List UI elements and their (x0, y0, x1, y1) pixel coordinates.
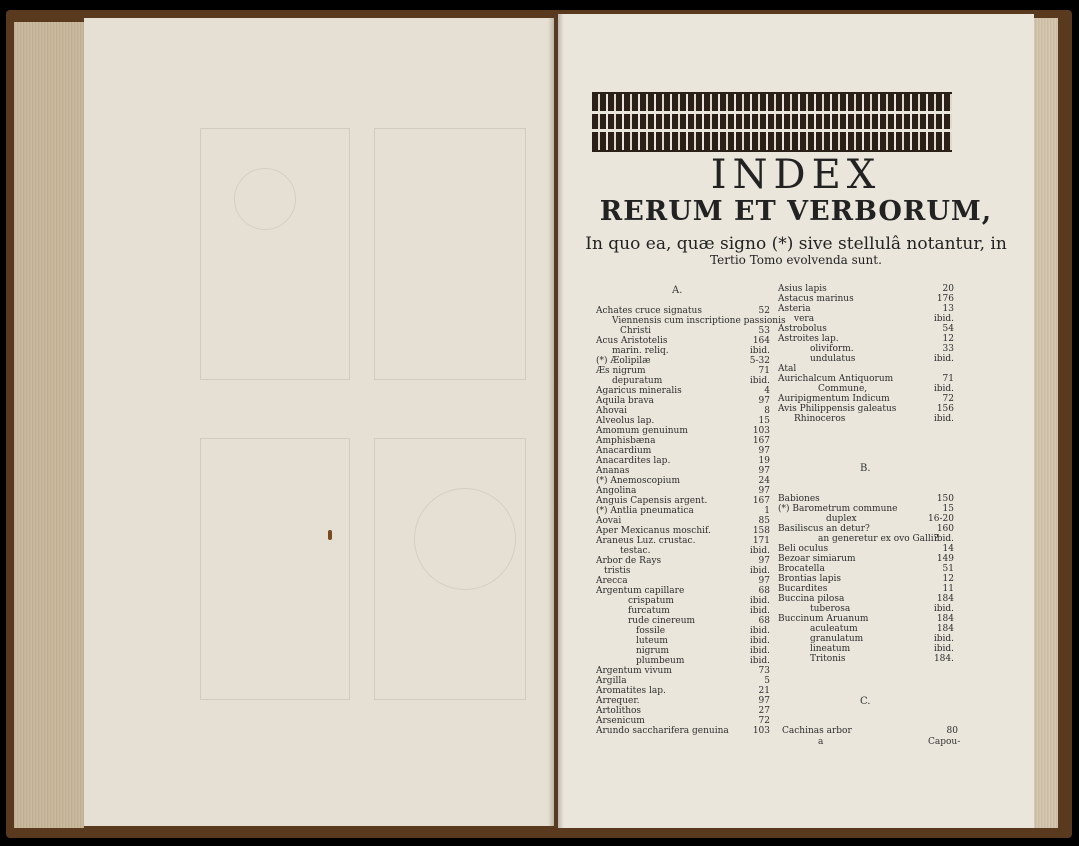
index-entry-page: 4 (764, 386, 770, 396)
index-entry-page: ibid. (749, 626, 770, 636)
index-entry-page: ibid. (749, 636, 770, 646)
index-entry-page: ibid. (933, 314, 954, 324)
index-entry (778, 374, 954, 384)
index-entry (596, 476, 770, 486)
index-entry-page: 12 (942, 574, 954, 584)
index-entry-page: 156 (936, 404, 954, 414)
index-entry-term: Æs nigrum (596, 366, 646, 376)
section-a-heading: A. (672, 285, 683, 296)
index-entry (778, 334, 954, 344)
index-entry-page: 71 (942, 374, 954, 384)
index-entry-page: ibid. (749, 546, 770, 556)
index-entry-page: 103 (752, 426, 770, 436)
index-entry-term: Rhinoceros (794, 414, 846, 424)
index-entry-page: ibid. (933, 354, 954, 364)
index-entry (778, 394, 954, 404)
index-entry-page: 20 (942, 284, 954, 294)
index-entry-term: vera (794, 314, 815, 324)
index-entry-term: Bucardites (778, 584, 828, 594)
index-entry (596, 316, 786, 326)
index-entry-term: Arrequer. (596, 696, 640, 706)
index-entry-term: Araneus Luz. crustac. (596, 536, 696, 546)
index-entry-page: ibid. (749, 376, 770, 386)
index-entry-term: marin. reliq. (612, 346, 669, 356)
index-entry-page: 97 (758, 466, 770, 476)
index-entry (778, 354, 954, 364)
index-entry (778, 494, 954, 504)
index-entry (596, 436, 770, 446)
index-entry-term: Ahovai (596, 406, 628, 416)
index-entry-page: 150 (936, 494, 954, 504)
section-b-heading: B. (860, 463, 871, 474)
index-entry (596, 516, 770, 526)
index-entry-term: Aquila brava (596, 396, 654, 406)
index-entry-page: 12 (942, 334, 954, 344)
index-entry (596, 376, 770, 386)
index-entry-term: Buccina pilosa (778, 594, 845, 604)
show-through-frame (374, 128, 526, 380)
index-entry (778, 294, 954, 304)
index-entry-page: 13 (942, 304, 954, 314)
index-entry-term: Bezoar simiarum (778, 554, 856, 564)
index-entry-term: Anacardium (596, 446, 652, 456)
index-entry-page: 158 (752, 526, 770, 536)
index-entry-page: 176 (936, 294, 954, 304)
index-entry-term: luteum (636, 636, 668, 646)
index-entry-page: 80 (946, 726, 958, 736)
index-entry-page: 184 (936, 624, 954, 634)
index-entry (778, 284, 954, 294)
index-entry-term: Viennensis cum inscriptione passionis (612, 316, 786, 326)
index-entry-page: 97 (758, 446, 770, 456)
index-entry-term: crispatum (628, 596, 674, 606)
index-entry-page: 15 (942, 504, 954, 514)
index-entry-term: (*) Antlia pneumatica (596, 506, 694, 516)
index-entry (778, 554, 954, 564)
index-entry-page: 85 (758, 516, 770, 526)
index-entry-page: 97 (758, 696, 770, 706)
index-entry (596, 656, 770, 666)
index-entry-page: 5-32 (749, 356, 770, 366)
index-entry-page: 164 (752, 336, 770, 346)
index-entry (778, 644, 954, 654)
index-entry (596, 676, 770, 686)
index-entry-page: 149 (936, 554, 954, 564)
index-entry-page: ibid. (749, 646, 770, 656)
index-entry-page: 51 (942, 564, 954, 574)
index-entry-page: 15 (758, 416, 770, 426)
index-entry (596, 596, 770, 606)
index-entry-page: 103 (752, 726, 770, 736)
index-entry-term: Atal (778, 364, 797, 374)
index-entry-page: ibid. (933, 414, 954, 424)
index-entry-term: (*) Æolipilæ (596, 356, 651, 366)
index-entry-term: testac. (620, 546, 651, 556)
index-entry (596, 406, 770, 416)
index-entry-term: Amphisbæna (596, 436, 656, 446)
index-entry (596, 426, 770, 436)
index-entry-term: Aovai (596, 516, 622, 526)
index-entry-page: 72 (942, 394, 954, 404)
index-entry-term: depuratum (612, 376, 663, 386)
index-entry (782, 726, 958, 736)
index-entry-page: 72 (758, 716, 770, 726)
index-entry-page: 11 (942, 584, 954, 594)
index-entry-term: Brocatella (778, 564, 825, 574)
index-entry-page: 160 (936, 524, 954, 534)
index-entry-page: 97 (758, 486, 770, 496)
index-entry (596, 536, 770, 546)
catchword: Capou- (928, 737, 961, 747)
index-entry-page: 8 (764, 406, 770, 416)
index-entry-term: plumbeum (636, 656, 685, 666)
index-entry (778, 344, 954, 354)
index-entry (778, 584, 954, 594)
index-entry-page: 14 (942, 544, 954, 554)
index-entry-page: 68 (758, 586, 770, 596)
show-through-frame (200, 438, 350, 700)
index-entry (596, 646, 770, 656)
index-entry (596, 626, 770, 636)
index-column-a-continued (778, 284, 954, 424)
right-page-edges (1032, 18, 1058, 828)
index-entry (778, 314, 954, 324)
book-gutter (548, 14, 564, 828)
index-entry (596, 556, 770, 566)
index-entry (778, 414, 954, 424)
index-entry-term: fossile (636, 626, 666, 636)
index-entry-term: Aurichalcum Antiquorum (778, 374, 894, 384)
index-entry (778, 564, 954, 574)
index-entry-term: tristis (604, 566, 631, 576)
index-entry (778, 634, 954, 644)
index-entry (596, 366, 770, 376)
index-entry (596, 706, 770, 716)
index-entry-page: 167 (752, 496, 770, 506)
index-subtitle: RERUM ET VERBORUM, (599, 196, 993, 227)
index-note-line1: In quo ea, quæ signo (*) sive stellulâ notantur, in (585, 234, 1007, 254)
index-entry (778, 654, 954, 664)
index-entry (596, 576, 770, 586)
index-entry-term: Christi (620, 326, 651, 336)
index-entry (596, 546, 770, 556)
index-entry (596, 726, 770, 736)
index-entry-term: (*) Anemoscopium (596, 476, 681, 486)
index-entry (596, 696, 770, 706)
index-entry (596, 446, 770, 456)
index-entry-page: 52 (758, 306, 770, 316)
index-entry (778, 504, 954, 514)
index-entry-term: Asteria (778, 304, 811, 314)
index-entry-term: Argilla (596, 676, 627, 686)
index-entry (596, 466, 770, 476)
index-entry (596, 486, 770, 496)
index-entry-term: furcatum (628, 606, 670, 616)
left-page (84, 18, 554, 826)
index-entry-term: Asius lapis (778, 284, 827, 294)
index-entry-page: 167 (752, 436, 770, 446)
index-entry (778, 304, 954, 314)
index-entry-page: 1 (764, 506, 770, 516)
index-entry-term: undulatus (810, 354, 856, 364)
index-entry-term: lineatum (810, 644, 851, 654)
index-entry-page: ibid. (749, 656, 770, 666)
index-entry (596, 666, 770, 676)
index-entry (778, 544, 954, 554)
index-entry (778, 594, 954, 604)
index-entry-term: Ananas (596, 466, 630, 476)
show-through-frame (200, 128, 350, 380)
index-entry (596, 526, 770, 536)
index-entry-term: Argentum vivum (596, 666, 672, 676)
index-entry (596, 586, 770, 596)
index-entry-term: Cachinas arbor (782, 726, 852, 736)
index-entry-term: Anacardites lap. (596, 456, 671, 466)
index-entry-term: Angolina (596, 486, 637, 496)
show-through-circle (234, 168, 296, 230)
index-entry (596, 346, 770, 356)
index-entry-term: Arecca (596, 576, 628, 586)
index-entry-page: 97 (758, 576, 770, 586)
index-entry-term: Brontias lapis (778, 574, 841, 584)
left-page-edges (14, 22, 84, 828)
index-entry-term: Argentum capillare (596, 586, 685, 596)
index-entry-term: Aper Mexicanus moschif. (596, 526, 711, 536)
index-entry-page: 97 (758, 556, 770, 566)
index-entry (596, 686, 770, 696)
index-entry-term: granulatum (810, 634, 864, 644)
index-entry-term: Astacus marinus (778, 294, 854, 304)
index-entry-page: ibid. (749, 566, 770, 576)
index-entry-page: ibid. (933, 634, 954, 644)
index-entry-page: ibid. (749, 346, 770, 356)
index-entry-page: 73 (758, 666, 770, 676)
index-entry-page: 27 (758, 706, 770, 716)
index-entry (778, 364, 954, 374)
index-entry (778, 404, 954, 414)
index-entry-page: ibid. (749, 596, 770, 606)
index-entry (778, 604, 954, 614)
index-entry-term: Avis Philippensis galeatus (778, 404, 897, 414)
index-column-c (782, 726, 958, 736)
index-entry (596, 416, 770, 426)
index-entry (778, 534, 954, 544)
index-column-a (596, 306, 786, 736)
index-entry-page: 53 (758, 326, 770, 336)
index-entry-term: aculeatum (810, 624, 858, 634)
index-entry-page: 33 (942, 344, 954, 354)
index-entry-page: 19 (758, 456, 770, 466)
index-entry-page: ibid. (749, 606, 770, 616)
index-entry-term: nigrum (636, 646, 670, 656)
index-entry-page: 184 (936, 594, 954, 604)
index-entry-term: Buccinum Aruanum (778, 614, 869, 624)
index-entry-term: Astrobolus (778, 324, 827, 334)
index-entry-page: 184. (933, 654, 954, 664)
index-entry (596, 356, 770, 366)
index-entry (778, 324, 954, 334)
index-entry (596, 306, 770, 316)
index-entry-term: Arsenicum (596, 716, 645, 726)
index-entry-term: an generetur ex ovo Galli? (818, 534, 939, 544)
index-entry-term: Alveolus lap. (596, 416, 655, 426)
index-entry-page: 54 (942, 324, 954, 334)
index-entry-page: 68 (758, 616, 770, 626)
index-entry-page: 184 (936, 614, 954, 624)
index-entry-page: 24 (758, 476, 770, 486)
index-entry-page: 71 (758, 366, 770, 376)
ornament-band (592, 92, 952, 152)
index-entry (596, 716, 770, 726)
ink-stain (328, 530, 332, 540)
index-entry (596, 386, 770, 396)
index-entry-term: duplex (826, 514, 857, 524)
index-entry (596, 636, 770, 646)
index-entry (778, 384, 954, 394)
index-entry-term: oliviform. (810, 344, 854, 354)
index-note-line2: Tertio Tomo evolvenda sunt. (710, 253, 882, 267)
index-entry (596, 336, 770, 346)
index-entry-term: tuberosa (810, 604, 851, 614)
index-entry-page: 16-20 (928, 514, 954, 524)
index-entry-term: Aromatites lap. (596, 686, 666, 696)
index-entry-page: 97 (758, 396, 770, 406)
index-entry-page: 21 (758, 686, 770, 696)
index-entry-page: ibid. (933, 384, 954, 394)
index-entry (596, 606, 770, 616)
index-column-b (778, 494, 954, 664)
index-entry (596, 396, 770, 406)
index-entry-term: Arundo saccharifera genuina (596, 726, 729, 736)
index-entry-page: ibid. (933, 644, 954, 654)
index-entry-term: Artolithos (596, 706, 642, 716)
index-entry-term: Basiliscus an detur? (778, 524, 870, 534)
index-entry-term: Tritonis (810, 654, 846, 664)
index-entry-term: Commune, (818, 384, 868, 394)
index-entry-term: Agaricus mineralis (596, 386, 682, 396)
index-title: INDEX (710, 152, 882, 198)
index-entry-page: ibid. (933, 604, 954, 614)
index-entry (596, 326, 770, 336)
index-entry-term: Auripigmentum Indicum (778, 394, 890, 404)
index-entry (778, 514, 954, 524)
index-entry-term: Acus Aristotelis (596, 336, 668, 346)
show-through-circle (414, 488, 516, 590)
index-entry-term: Beli oculus (778, 544, 829, 554)
index-entry (778, 624, 954, 634)
index-entry (596, 616, 770, 626)
index-entry (778, 574, 954, 584)
index-entry-term: Amomum genuinum (596, 426, 688, 436)
index-entry (596, 496, 770, 506)
index-entry (596, 566, 770, 576)
index-entry (778, 614, 954, 624)
index-entry (596, 506, 770, 516)
signature-mark: a (818, 737, 824, 747)
index-entry-term: Arbor de Rays (596, 556, 662, 566)
index-entry-page: 5 (764, 676, 770, 686)
index-entry-term: Anguis Capensis argent. (596, 496, 708, 506)
index-entry (596, 456, 770, 466)
index-entry-term: Astroites lap. (778, 334, 839, 344)
index-entry-term: Babiones (778, 494, 820, 504)
index-entry (778, 524, 954, 534)
index-entry-term: rude cinereum (628, 616, 696, 626)
index-entry-term: (*) Barometrum commune (778, 504, 898, 514)
index-entry-page: 171 (752, 536, 770, 546)
section-c-heading: C. (860, 696, 871, 707)
index-entry-term: Achates cruce signatus (596, 306, 702, 316)
index-entry-page: ibid. (933, 534, 954, 544)
